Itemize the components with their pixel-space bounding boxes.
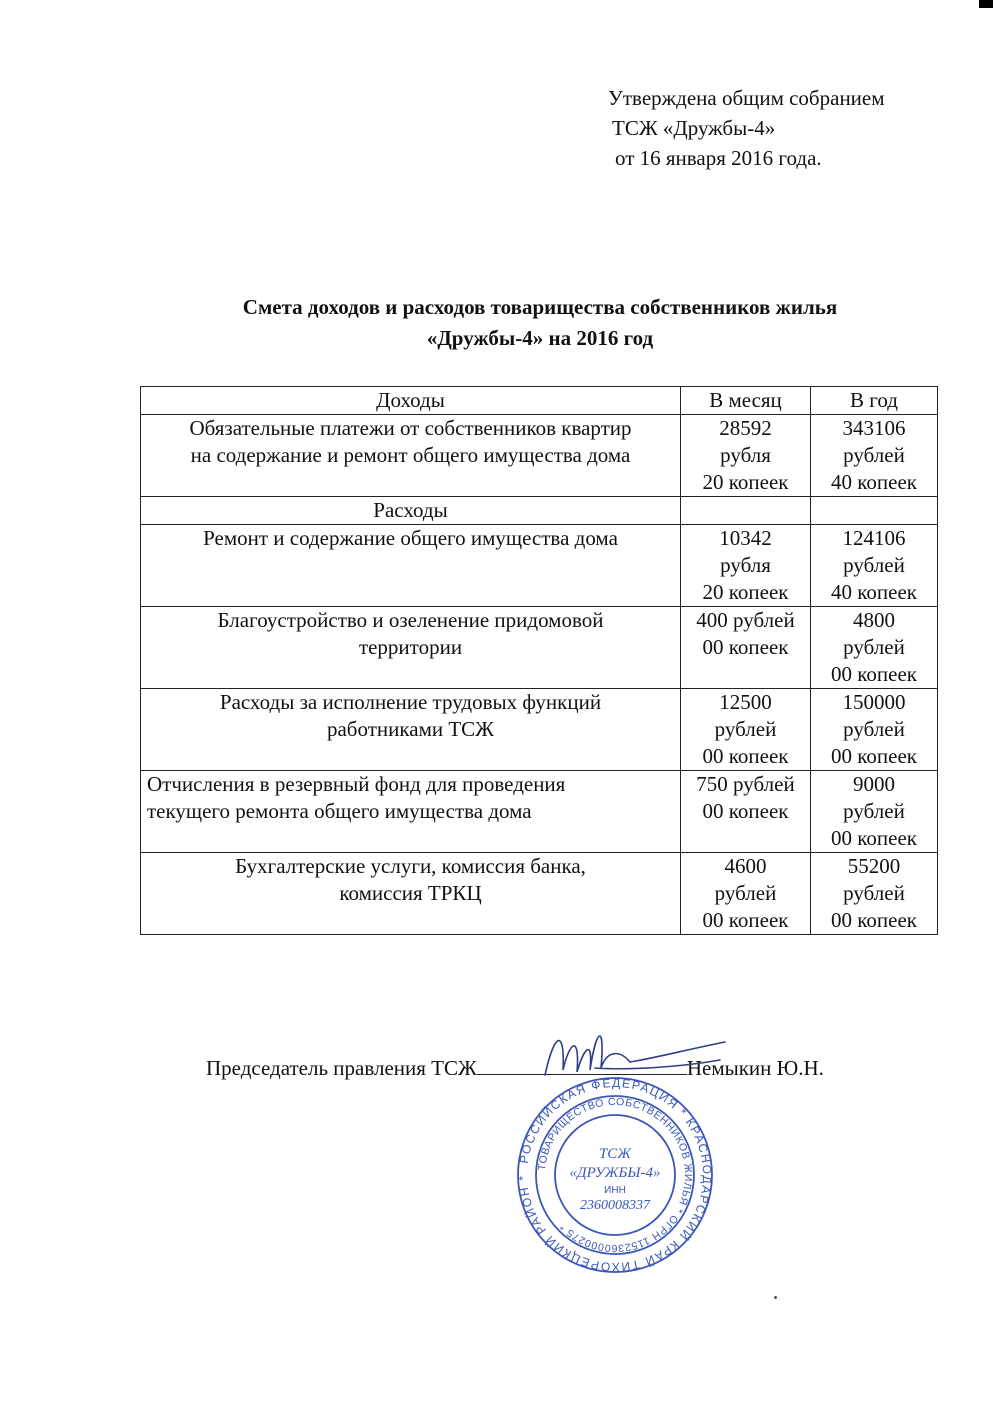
cell-line: рублей	[714, 717, 777, 741]
cell-line: 10342	[719, 526, 772, 550]
empty-cell	[811, 497, 938, 525]
cell-line: рублей	[843, 443, 905, 467]
approval-line-2: ТСЖ «Дружбы-4»	[612, 116, 776, 140]
cell-line: 00 копеек	[831, 744, 917, 768]
table-row-expense	[141, 525, 938, 607]
cell-line: рубля	[720, 553, 771, 577]
scan-corner-mark	[979, 0, 993, 8]
cell-line: 28592	[719, 416, 772, 440]
signature-name: Немыкин Ю.Н.	[686, 1056, 824, 1080]
cell-line: рублей	[843, 717, 905, 741]
cell-line: 20 копеек	[702, 470, 789, 494]
cell-line: 00 копеек	[702, 744, 789, 768]
table-header-row	[141, 387, 938, 415]
estimate-table	[140, 386, 938, 935]
cell-line: 400 рублей	[696, 608, 795, 632]
cell-line: 343106	[842, 416, 906, 440]
table-row-expense	[141, 689, 938, 771]
expense-month-cell	[681, 607, 811, 689]
header-month: В месяц	[681, 387, 811, 415]
table-row-expense	[141, 771, 938, 853]
stamp-middle-text: ТОВАРИЩЕСТВО СОБСТВЕННИКОВ ЖИЛЬЯ * ОГРН 1152360000275 *	[536, 1095, 695, 1255]
cell-line: 00 копеек	[831, 662, 917, 686]
table-row-income	[141, 415, 938, 497]
cell-line: 40 копеек	[831, 580, 917, 604]
cell-line: 20 копеек	[702, 580, 789, 604]
cell-line: работниками ТСЖ	[326, 717, 494, 741]
cell-line: 55200	[847, 854, 901, 878]
cell-line: Благоустройство и озеленение придомовой	[217, 608, 604, 632]
expense-year-cell	[811, 853, 938, 935]
cell-line: текущего ремонта общего имущества дома	[147, 799, 532, 823]
expense-month-cell	[681, 525, 811, 607]
expense-name-cell	[141, 525, 681, 607]
empty-cell	[681, 497, 811, 525]
income-year-cell	[811, 415, 938, 497]
title-line-1: Смета доходов и расходов товарищества собственников жилья	[242, 295, 838, 319]
cell-line: 00 копеек	[702, 635, 789, 659]
stamp-center-line-1: ТСЖ	[598, 1146, 632, 1162]
cell-line: Отчисления в резервный фонд для проведения	[147, 772, 566, 796]
cell-line: 4800	[853, 608, 895, 632]
expense-name-cell	[141, 853, 681, 935]
cell-line: рублей	[714, 881, 777, 905]
expense-year-cell	[811, 771, 938, 853]
expense-name-cell	[141, 771, 681, 853]
income-name-cell	[141, 415, 681, 497]
cell-line: 750 рублей	[696, 772, 795, 796]
table-row-expenses-header	[141, 497, 938, 525]
title-line-2: «Дружбы-4» на 2016 год	[426, 326, 654, 350]
cell-line: на содержание и ремонт общего имущества дома	[190, 443, 631, 467]
cell-line: 124106	[842, 526, 906, 550]
income-month-cell	[681, 415, 811, 497]
signature-role: Председатель правления ТСЖ	[206, 1056, 477, 1080]
organization-stamp	[515, 1075, 715, 1275]
expense-month-cell	[681, 689, 811, 771]
cell-line: рубля	[720, 443, 771, 467]
document-title	[140, 292, 940, 354]
expense-year-cell	[811, 525, 938, 607]
cell-line: рублей	[843, 799, 905, 823]
cell-line: комиссия ТРКЦ	[339, 881, 482, 905]
stamp-inn-label: ИНН	[604, 1185, 626, 1196]
stamp-outer-text: РОССИЙСКАЯ ФЕДЕРАЦИЯ * КРАСНОДАРСКИЙ КРАЙ ТИХОРЕЦКИЙ РАЙОН *	[515, 1075, 715, 1275]
cell-line: Бухгалтерские услуги, комиссия банка,	[235, 854, 586, 878]
expense-month-cell	[681, 853, 811, 935]
cell-line: 00 копеек	[831, 908, 917, 932]
expense-year-cell	[811, 689, 938, 771]
header-income: Доходы	[141, 387, 681, 415]
cell-line: Обязательные платежи от собственников квартир	[189, 416, 632, 440]
scan-speck	[774, 1296, 777, 1299]
approval-line-3: от 16 января 2016 года.	[615, 146, 822, 170]
table-row-expense	[141, 607, 938, 689]
cell-line: 00 копеек	[702, 799, 789, 823]
cell-line: 00 копеек	[702, 908, 789, 932]
table-row-expense	[141, 853, 938, 935]
cell-line: 12500	[719, 690, 772, 714]
cell-line: территории	[358, 635, 463, 659]
cell-line: рублей	[843, 635, 905, 659]
header-year: В год	[811, 387, 938, 415]
cell-line: 150000	[842, 690, 906, 714]
cell-line: рублей	[843, 553, 905, 577]
expense-month-cell	[681, 771, 811, 853]
cell-line: 9000	[853, 772, 895, 796]
expense-name-cell	[141, 689, 681, 771]
cell-line: Ремонт и содержание общего имущества дома	[203, 526, 618, 550]
cell-line: 4600	[724, 854, 767, 878]
stamp-inn-number: 2360008337	[580, 1198, 650, 1213]
cell-line: Расходы за исполнение трудовых функций	[219, 690, 602, 714]
expense-year-cell	[811, 607, 938, 689]
expenses-header-cell: Расходы	[141, 497, 681, 525]
cell-line: 00 копеек	[831, 826, 917, 850]
expense-name-cell	[141, 607, 681, 689]
cell-line: 40 копеек	[831, 470, 917, 494]
stamp-center-line-2: «ДРУЖБЫ-4»	[569, 1165, 661, 1181]
cell-line: рублей	[843, 881, 905, 905]
approval-line-1: Утверждена общим собранием	[608, 86, 885, 110]
